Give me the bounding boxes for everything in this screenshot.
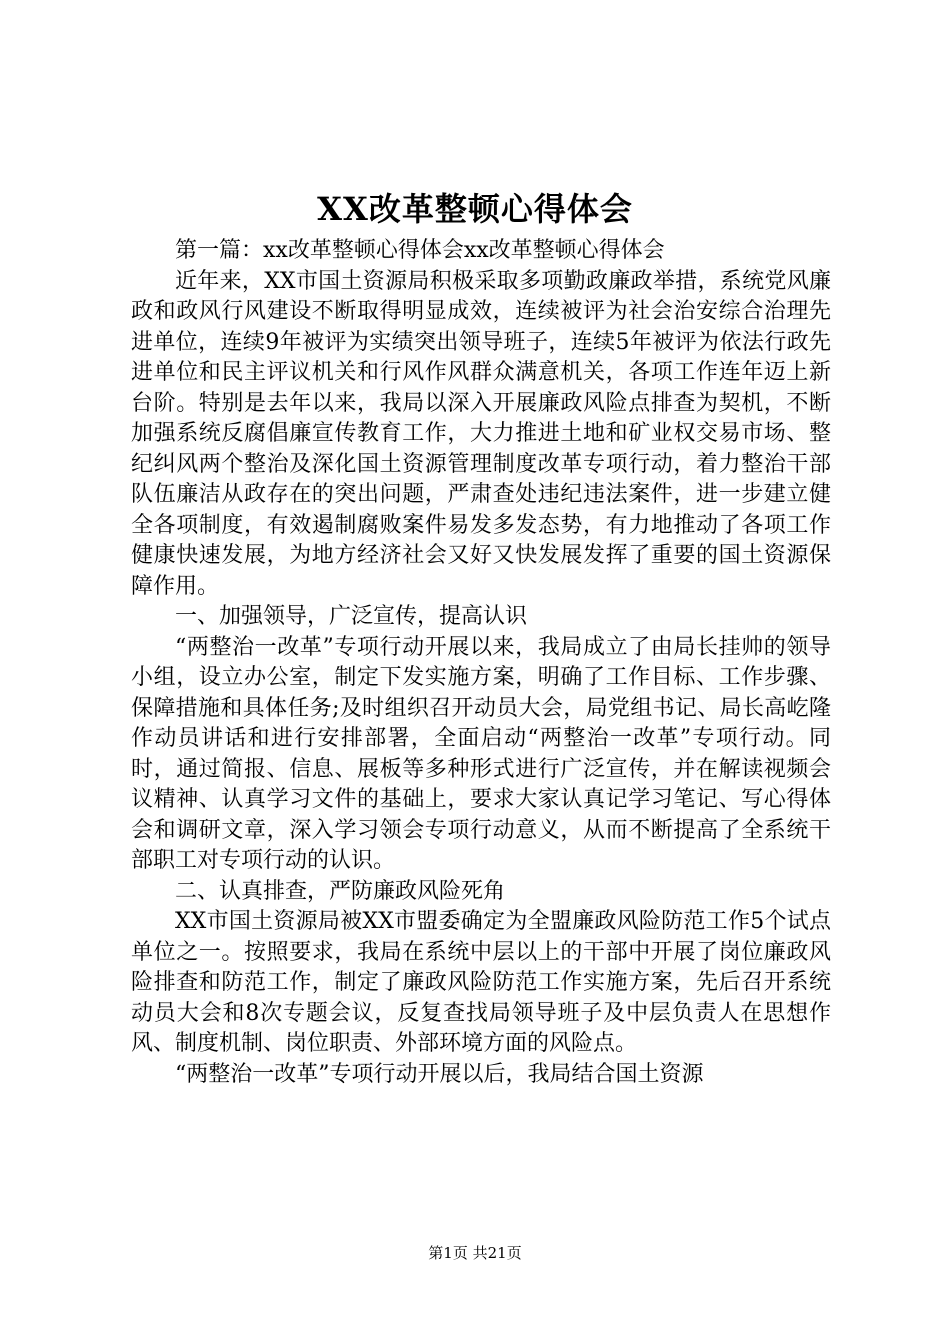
paragraph-heading-first-article: 第一篇：xx改革整顿心得体会xx改革整顿心得体会 bbox=[175, 238, 665, 263]
paragraph-intro: 近年来，XX市国土资源局积极采取多项勤政廉政举措，系统党风廉政和政风行风建设不断取得明显成效，连续被评为社会治安综合治理先进单位，连续9年被评为实绩突出领导班子，连续5年被评为依法行政先进单位和民主评议机关和行风作风群众满意机关，各项工作连年迈上新台阶。特别是去年以来，我局以深入开展廉政风险点排查为契机，不断加强系统反腐倡廉宣传教育工作，大力推进土地和矿业权交易市场、整纪纠风两个整治及深化国土资源管理制度改革专项行动，着力整治干部队伍廉洁从政存在的突出问题，严肃查处违纪违法案件，进一步建立健全各项制度，有效遏制腐败案件易发多发态势，有力地推动了各项工作健康快速发展，为地方经济社会又好又快发展发挥了重要的国土资源保障作用。 bbox=[131, 268, 831, 599]
section-heading-2: 二、认真排查，严防廉政风险死角 bbox=[175, 878, 506, 904]
page-footer: 第1页 共21页 bbox=[428, 1244, 522, 1262]
section-heading-1: 一、加强领导，广泛宣传，提高认识 bbox=[175, 604, 528, 629]
document-body bbox=[131, 236, 831, 1090]
paragraph-section-1: “两整治一改革”专项行动开展以来，我局成立了由局长挂帅的领导小组，设立办公室，制定下发实施方案，明确了工作目标、工作步骤、保障措施和具体任务;及时组织召开动员大会，局党组书记、局长高屹隆作动员讲话和进行安排部署，全面启动“两整治一改革”专项行动。同时，通过简报、信息、展板等多种形式进行广泛宣传，并在解读视频会议精神、认真学习文件的基础上，要求大家认真记学习笔记、写心得体会和调研文章，深入学习领会专项行动意义，从而不断提高了全系统干部职工对专项行动的认识。 bbox=[131, 634, 831, 873]
paragraph-section-2: XX市国土资源局被XX市盟委确定为全盟廉政风险防范工作5个试点单位之一。按照要求，我局在系统中层以上的干部中开展了岗位廉政风险排查和防范工作，制定了廉政风险防范工作实施方案，先后召开系统动员大会和8次专题会议，反复查找局领导班子及中层负责人在思想作风、制度机制、岗位职责、外部环境方面的风险点。 bbox=[131, 909, 831, 1056]
document-title: XX改革整顿心得体会 bbox=[317, 190, 633, 228]
paragraph-continued: “两整治一改革”专项行动开展以后，我局结合国土资源 bbox=[175, 1061, 704, 1087]
